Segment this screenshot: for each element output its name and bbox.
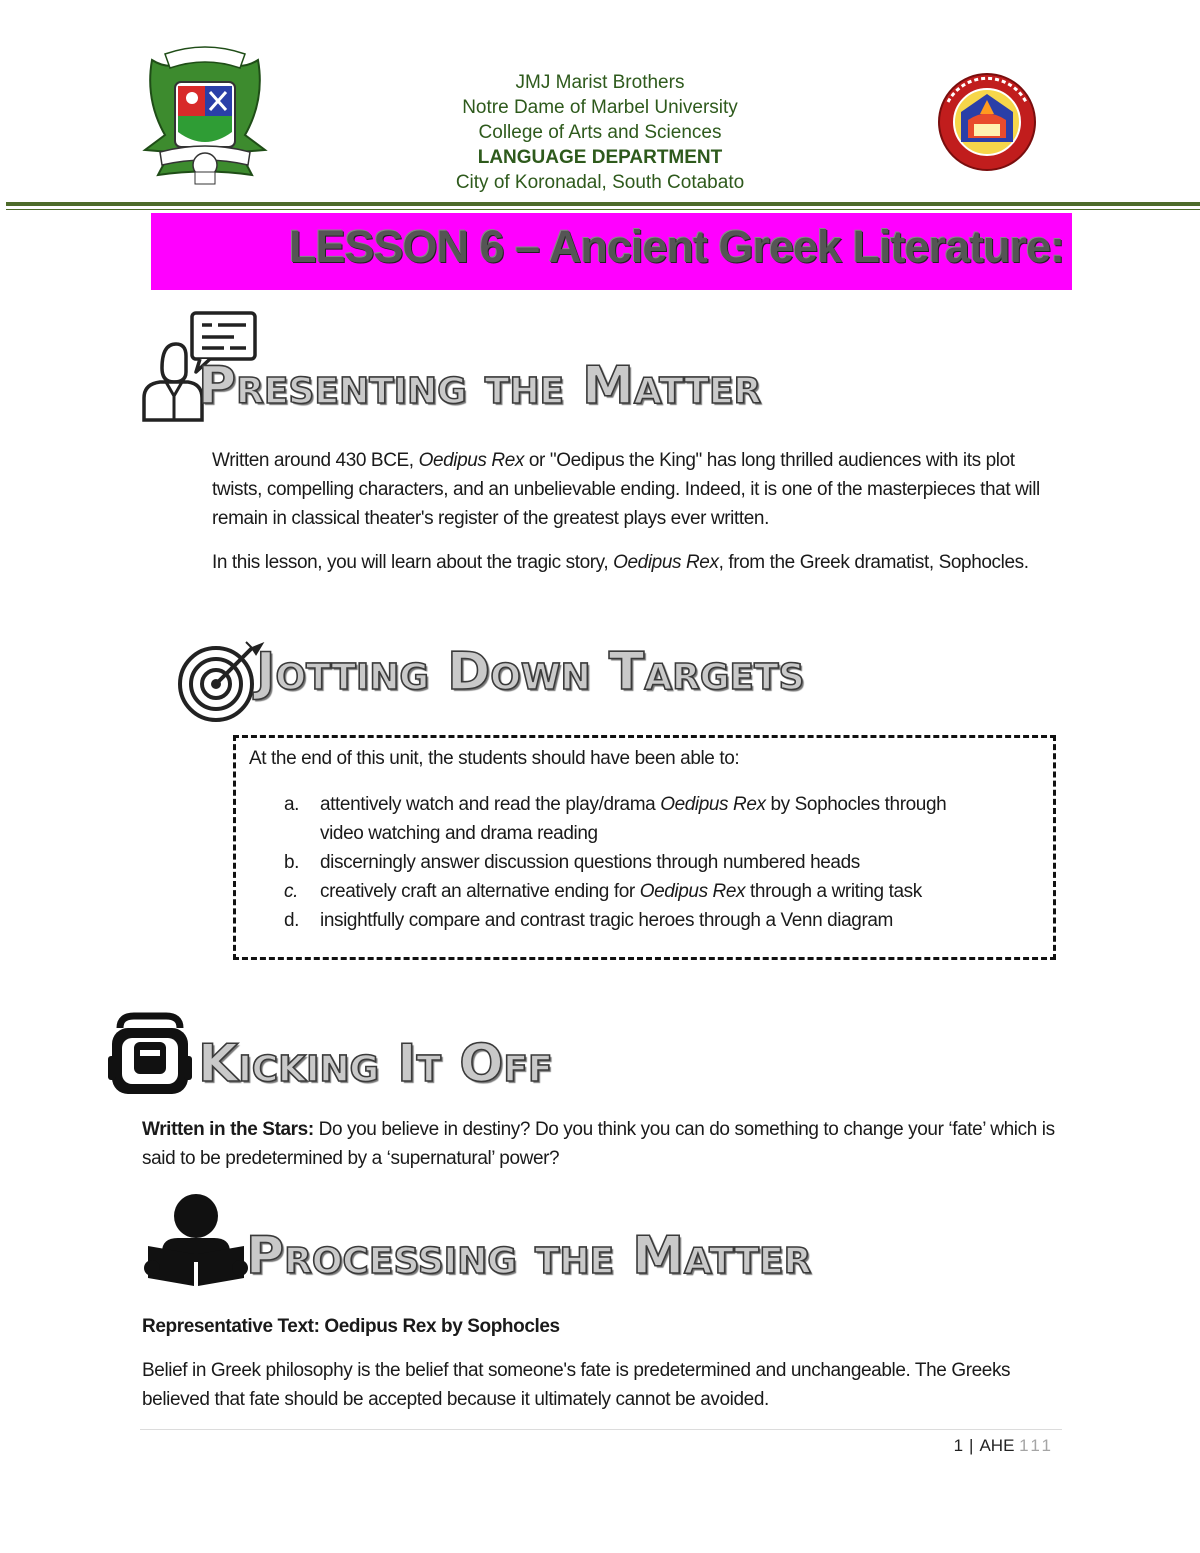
footer-separator: | — [969, 1436, 974, 1455]
targets-heading: Jotting Down Targets — [256, 642, 805, 702]
reading-person-icon — [144, 1192, 248, 1288]
targets-intro: At the end of this unit, the students should have been able to: — [249, 748, 740, 769]
targets-box — [233, 735, 1056, 960]
page-footer — [954, 1436, 1054, 1456]
backpack-icon — [106, 1012, 194, 1098]
processing-paragraph: Belief in Greek philosophy is the belief that someone's fate is predetermined and unchangeable. The Greeks believed that fate should be accepted because it ultimately cannot be avoided. — [142, 1360, 1011, 1410]
kicking-prompt: Written in the Stars: Do you believe in destiny? Do you think you can do something to change your ‘fate’ which is said to be predetermined by a ‘supernatural’ power? — [142, 1119, 1055, 1169]
lesson-title: LESSON 6 – Ancient Greek Literature: — [289, 221, 1065, 272]
target-item-b: b. discerningly answer discussion questions through numbered heads — [284, 852, 860, 873]
presenting-paragraph-1: Written around 430 BCE, Oedipus Rex or "Oedipus the King" has long thrilled audiences with its plot twists, compelling characters, and an unbelievable ending. Indeed, it is one of the masterpieces that will remain in classical theater's register of the greatest plays ever written. — [212, 450, 1040, 529]
institution-header — [300, 70, 900, 195]
target-item-d: d. insightfully compare and contrast tragic heroes through a Venn diagram — [284, 910, 893, 931]
play-title: Oedipus Rex — [613, 552, 719, 573]
course-name: AHE — [979, 1436, 1015, 1455]
target-arrow-icon — [176, 638, 266, 724]
target-item-c: c. creatively craft an alternative ending for Oedipus Rex through a writing task — [284, 881, 922, 902]
page-number: 1 — [953, 1436, 964, 1455]
header-line-3: College of Arts and Sciences — [478, 122, 722, 143]
header-line-1: JMJ Marist Brothers — [515, 72, 685, 93]
presenting-heading: Presenting the Matter — [198, 356, 762, 416]
university-seal-icon — [140, 40, 270, 190]
play-title: Oedipus Rex — [418, 450, 524, 471]
kicking-label: Written in the Stars: — [142, 1119, 314, 1140]
lesson-banner — [151, 213, 1072, 290]
kicking-heading: Kicking It Off — [198, 1034, 553, 1094]
processing-heading: Processing the Matter — [246, 1226, 812, 1286]
course-code: 111 — [1019, 1436, 1054, 1455]
presenting-paragraph-2: In this lesson, you will learn about the tragic story, Oedipus Rex, from the Greek dramatist, Sophocles. — [212, 552, 1029, 573]
footer-divider — [140, 1429, 1062, 1430]
header-divider-thin — [6, 209, 1200, 210]
header-divider-thick — [6, 202, 1200, 206]
college-seal-icon — [918, 72, 1056, 172]
header-line-5: City of Koronadal, South Cotabato — [455, 172, 745, 193]
header-department: LANGUAGE DEPARTMENT — [477, 147, 723, 168]
target-item-a: a. attentively watch and read the play/drama Oedipus Rex by Sophocles through — [284, 794, 947, 815]
representative-text-heading: Representative Text: Oedipus Rex by Sophocles — [142, 1316, 560, 1337]
header-line-2: Notre Dame of Marbel University — [462, 97, 738, 118]
target-item-a-continued: video watching and drama reading — [320, 823, 598, 844]
